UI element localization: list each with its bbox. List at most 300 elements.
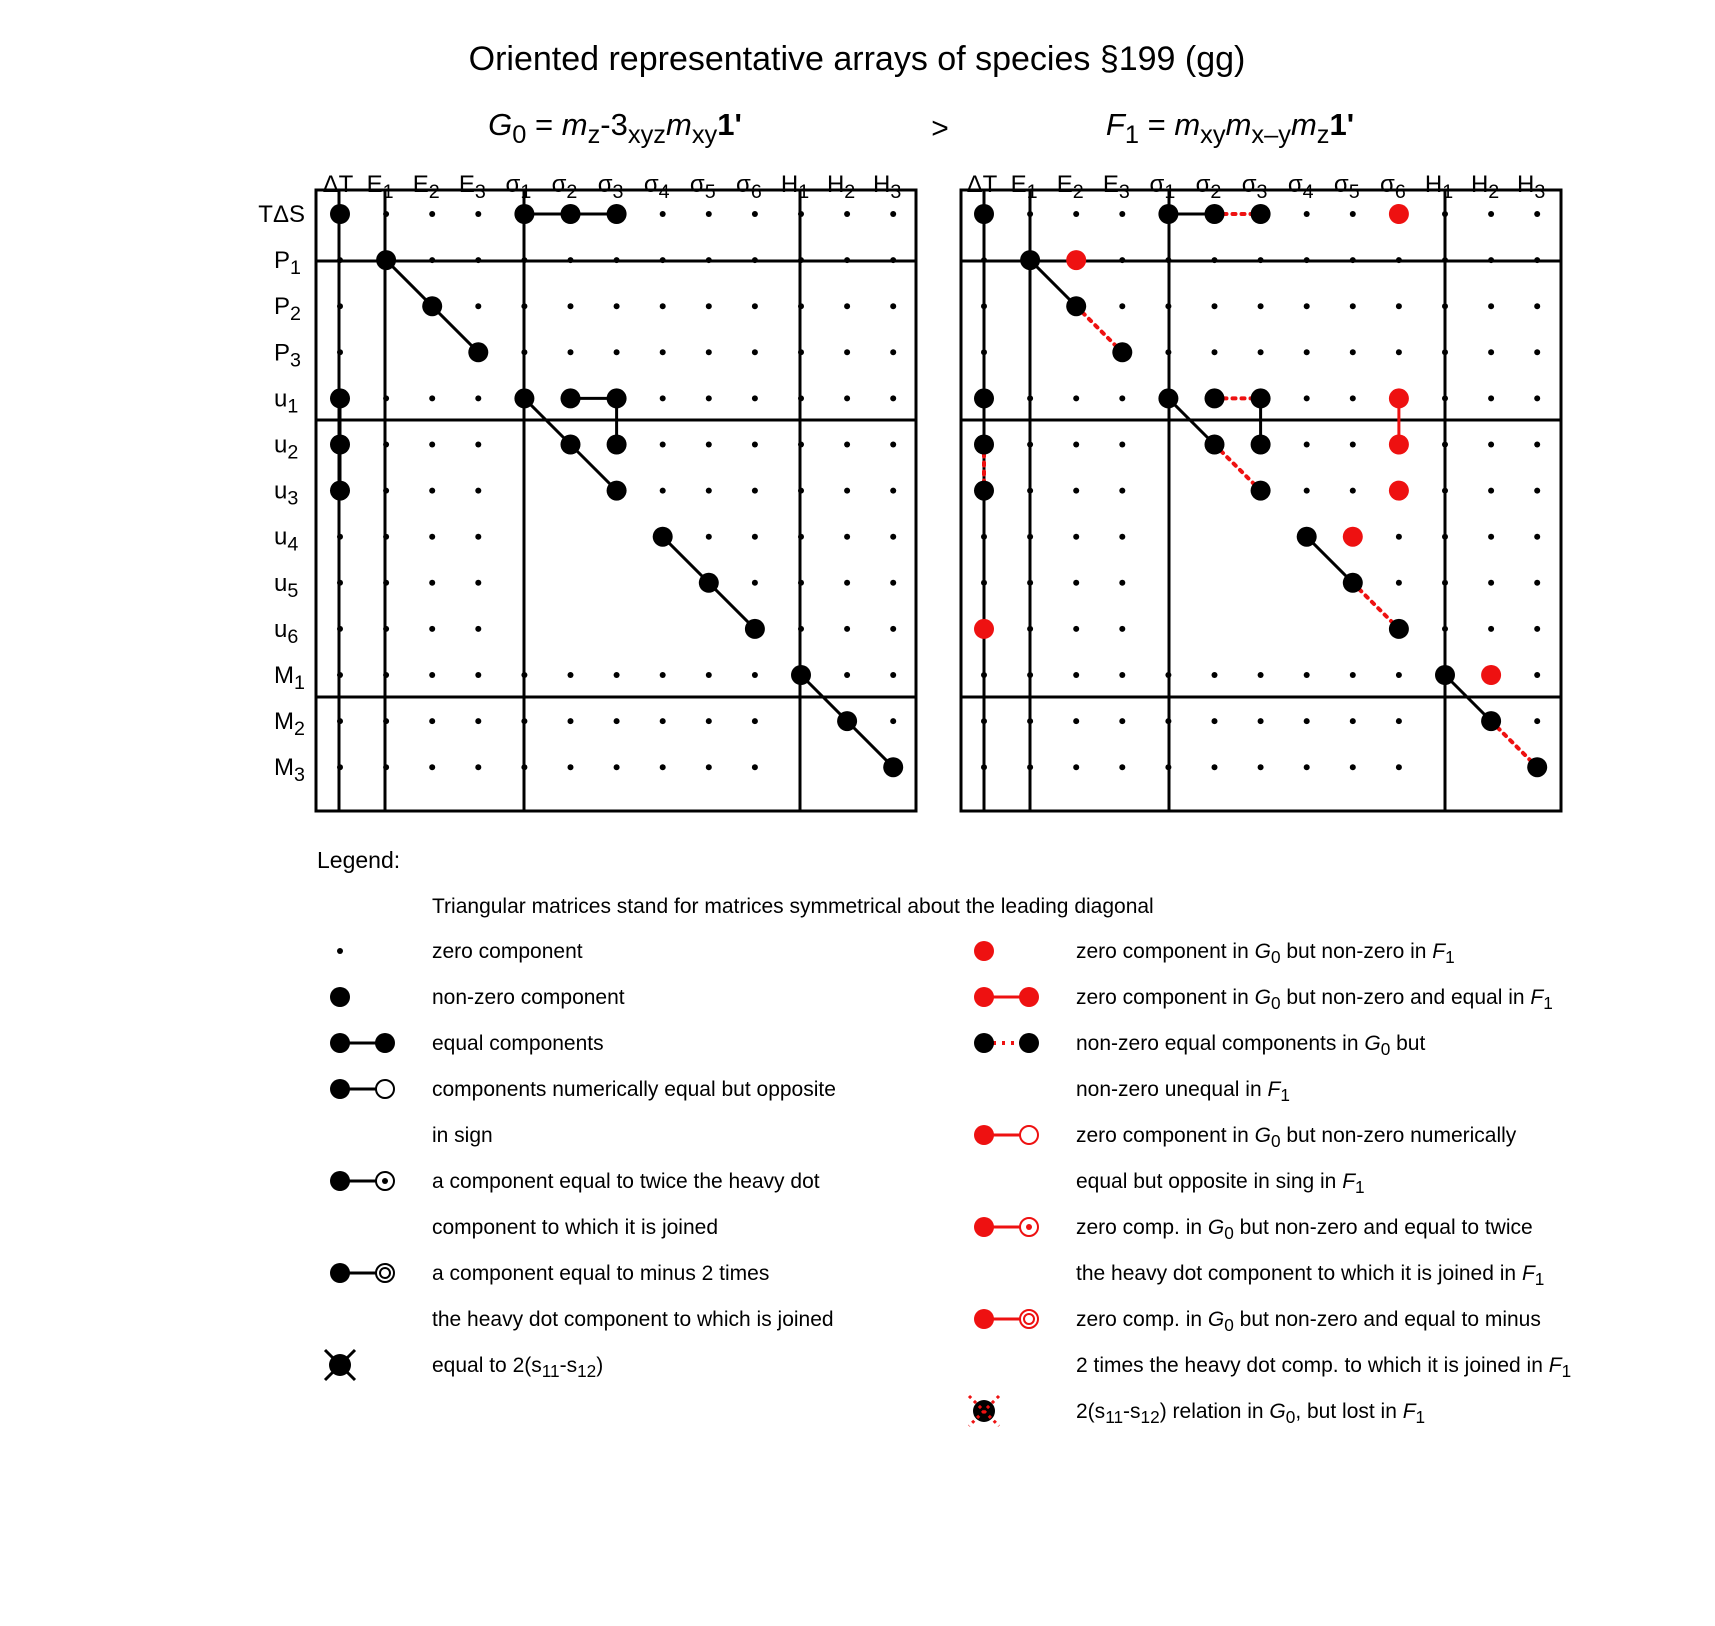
open-dot bbox=[1020, 1310, 1038, 1328]
col-header bbox=[506, 171, 532, 203]
zero-dot bbox=[1073, 488, 1079, 494]
group-formula-run: m bbox=[561, 107, 588, 142]
legend-text bbox=[1076, 940, 1455, 967]
zero-dot bbox=[1350, 442, 1356, 448]
legend-text bbox=[432, 1308, 834, 1331]
zero-dot bbox=[1442, 349, 1448, 355]
zero-dot bbox=[1534, 626, 1540, 632]
zero-dot bbox=[844, 349, 850, 355]
zero-dot bbox=[706, 395, 712, 401]
zero-dot bbox=[1396, 718, 1402, 724]
zero-dot bbox=[1304, 764, 1310, 770]
zero-dot bbox=[752, 303, 758, 309]
heavy-dot bbox=[514, 388, 534, 408]
zero-dot bbox=[844, 488, 850, 494]
legend-text-run: but non-zero numerically bbox=[1280, 1124, 1517, 1147]
legend-item bbox=[974, 1308, 1571, 1381]
zero-dot bbox=[475, 303, 481, 309]
zero-dot bbox=[337, 580, 343, 586]
zero-dot bbox=[1258, 257, 1264, 263]
group-formula-run: = bbox=[1138, 107, 1175, 142]
zero-dot bbox=[890, 718, 896, 724]
zero-dot bbox=[798, 303, 804, 309]
zero-dot bbox=[1534, 488, 1540, 494]
col-header bbox=[1334, 171, 1360, 203]
legend-text-run: 1 bbox=[1534, 1269, 1545, 1290]
row-header bbox=[274, 662, 305, 694]
zero-dot bbox=[890, 349, 896, 355]
legend-text-run: 12 bbox=[1140, 1407, 1160, 1428]
group-formula-run: x–y bbox=[1251, 120, 1291, 149]
legend-text-run: non-zero unequal in bbox=[1076, 1078, 1268, 1101]
zero-dot bbox=[981, 764, 987, 770]
col-header bbox=[1380, 171, 1406, 203]
legend-text-run: G bbox=[1207, 1216, 1225, 1239]
zero-dot bbox=[1350, 718, 1356, 724]
col-header-run: 3 bbox=[1256, 181, 1268, 203]
zero-dot bbox=[798, 395, 804, 401]
row-header bbox=[274, 478, 298, 510]
legend-text-run: in sign bbox=[432, 1124, 493, 1147]
zero-dot bbox=[1119, 395, 1125, 401]
zero-dot bbox=[890, 442, 896, 448]
zero-dot bbox=[1534, 580, 1540, 586]
zero-dot bbox=[337, 257, 343, 263]
zero-dot bbox=[890, 211, 896, 217]
heavy-dot bbox=[607, 435, 627, 455]
col-header-run: 3 bbox=[612, 181, 624, 203]
heavy-dot bbox=[1020, 250, 1040, 270]
legend-text-run: G bbox=[1254, 940, 1271, 963]
heavy-dot bbox=[1019, 1033, 1039, 1053]
zero-dot bbox=[1073, 534, 1079, 540]
zero-dot bbox=[890, 580, 896, 586]
heavy-dot bbox=[376, 250, 396, 270]
col-header-run: σ bbox=[736, 171, 751, 198]
legend-text bbox=[1076, 1308, 1541, 1335]
zero-dot bbox=[752, 488, 758, 494]
zero-dot bbox=[475, 488, 481, 494]
group-formula-run: 0 bbox=[512, 120, 527, 149]
heavy-dot bbox=[1158, 388, 1178, 408]
legend-text-run: but non-zero in bbox=[1280, 940, 1433, 963]
zero-dot bbox=[337, 764, 343, 770]
group-formula-run: xy bbox=[1200, 120, 1226, 149]
heavy-dot bbox=[607, 388, 627, 408]
zero-dot bbox=[475, 672, 481, 678]
heavy-dot bbox=[974, 1309, 994, 1329]
red-twice-link-symbol bbox=[974, 1217, 1038, 1237]
zero-dot bbox=[1442, 395, 1448, 401]
heavy-dot bbox=[561, 388, 581, 408]
zero-dot bbox=[337, 718, 343, 724]
legend-text-run: component to which it is joined bbox=[432, 1216, 718, 1239]
col-header-run: 4 bbox=[1302, 181, 1314, 203]
legend-text-run: 11 bbox=[541, 1361, 560, 1382]
col-header-run: σ bbox=[505, 171, 521, 198]
col-header-run: 1 bbox=[1026, 181, 1038, 203]
zero-dot bbox=[429, 718, 435, 724]
heavy-dot bbox=[699, 573, 719, 593]
group-formula-run: F bbox=[1105, 107, 1125, 142]
col-header-run: σ bbox=[1241, 171, 1257, 198]
zero-dot bbox=[1304, 395, 1310, 401]
zero-dot bbox=[1073, 626, 1079, 632]
zero-dot bbox=[752, 349, 758, 355]
red-dot bbox=[974, 941, 994, 961]
legend-text bbox=[1076, 1032, 1425, 1059]
zero-dot bbox=[1304, 211, 1310, 217]
red-minus-two-link-symbol bbox=[974, 1309, 1038, 1329]
legend-text-run: 0 bbox=[1224, 1223, 1234, 1244]
legend-text bbox=[1076, 986, 1553, 1013]
legend-text-run: zero component in bbox=[1076, 940, 1255, 963]
heavy-dot bbox=[330, 1033, 350, 1053]
zero-dot bbox=[981, 534, 987, 540]
heavy-dot bbox=[1205, 435, 1225, 455]
group-formula-run: 1' bbox=[1329, 107, 1355, 142]
col-header-run: 3 bbox=[474, 181, 486, 203]
legend-text-run: G bbox=[1254, 1124, 1271, 1147]
center-dot bbox=[382, 1178, 388, 1184]
heavy-dot bbox=[330, 1171, 350, 1191]
zero-dot bbox=[383, 580, 389, 586]
zero-dot bbox=[660, 349, 666, 355]
col-header-run: E bbox=[1056, 171, 1073, 198]
zero-dot bbox=[798, 257, 804, 263]
zero-dot bbox=[1027, 488, 1033, 494]
zero-dot bbox=[429, 442, 435, 448]
zero-dot bbox=[1304, 672, 1310, 678]
heavy-dot bbox=[468, 342, 488, 362]
row-header-run: u bbox=[274, 431, 288, 459]
legend-item bbox=[974, 1216, 1544, 1289]
legend-text bbox=[432, 1354, 603, 1381]
col-header bbox=[1011, 171, 1038, 203]
heavy-dot bbox=[1251, 481, 1271, 501]
heavy-dot bbox=[791, 665, 811, 685]
row-header bbox=[274, 570, 298, 602]
zero-dot bbox=[798, 349, 804, 355]
col-header-run: H bbox=[780, 171, 799, 198]
zero-dot bbox=[1534, 395, 1540, 401]
legend-text bbox=[432, 1262, 769, 1285]
zero-dot bbox=[1073, 764, 1079, 770]
zero-dot bbox=[521, 257, 527, 263]
zero-dot bbox=[475, 395, 481, 401]
col-header-run: σ bbox=[1380, 171, 1395, 198]
col-header-run: 3 bbox=[890, 181, 902, 203]
col-header-run: 2 bbox=[428, 181, 440, 203]
group-formula-run: m bbox=[665, 107, 692, 142]
col-header bbox=[367, 171, 394, 203]
group-formula-run: xyz bbox=[627, 120, 666, 149]
legend-text bbox=[1076, 1354, 1571, 1381]
group-formula-run: = bbox=[526, 107, 562, 142]
row-header-run: M bbox=[274, 754, 294, 782]
zero-dot bbox=[798, 488, 804, 494]
row-header bbox=[274, 293, 301, 325]
zero-dot bbox=[1534, 718, 1540, 724]
legend-text-run: G bbox=[1207, 1308, 1225, 1331]
zero-dot bbox=[844, 395, 850, 401]
col-header-run: σ bbox=[1333, 171, 1349, 198]
zero-dot bbox=[383, 211, 389, 217]
zero-dot bbox=[798, 580, 804, 586]
zero-dot bbox=[1534, 257, 1540, 263]
legend-text-run: F bbox=[1521, 1262, 1535, 1285]
legend-item bbox=[325, 1350, 603, 1381]
legend-text bbox=[432, 986, 625, 1009]
legend-text-run: 1 bbox=[1445, 947, 1455, 968]
zero-dot bbox=[337, 349, 343, 355]
col-header-run: 1 bbox=[798, 181, 810, 203]
legend-text-run: 1 bbox=[1543, 993, 1553, 1014]
zero-dot bbox=[475, 718, 481, 724]
zero-dot bbox=[568, 349, 574, 355]
legend-text-run: a component equal to minus 2 times bbox=[432, 1262, 770, 1285]
zero-dot bbox=[844, 257, 850, 263]
heavy-dot bbox=[330, 388, 350, 408]
col-header-run: 6 bbox=[750, 181, 762, 203]
zero-dot bbox=[706, 303, 712, 309]
col-header-run: H bbox=[873, 171, 891, 198]
legend-text-run: 0 bbox=[1270, 947, 1281, 968]
zero-dot bbox=[337, 626, 343, 632]
col-header-run: H bbox=[1470, 171, 1489, 198]
heavy-dot bbox=[837, 711, 857, 731]
zero-dot bbox=[1027, 211, 1033, 217]
zero-dot bbox=[1488, 349, 1494, 355]
zero-dot bbox=[1442, 534, 1448, 540]
legend-item bbox=[330, 1262, 834, 1331]
heavy-dot bbox=[330, 204, 350, 224]
legend-item bbox=[330, 1032, 604, 1055]
zero-dot bbox=[1488, 303, 1494, 309]
col-header-run: E bbox=[412, 171, 429, 198]
legend-text-run: the heavy dot component to which is joined bbox=[432, 1308, 834, 1331]
legend-text-run: but bbox=[1390, 1032, 1426, 1055]
heavy-dot bbox=[974, 987, 994, 1007]
heavy-dot bbox=[1343, 573, 1363, 593]
zero-dot bbox=[890, 626, 896, 632]
red-dot bbox=[1389, 388, 1409, 408]
row-header-run: M bbox=[274, 708, 294, 736]
heavy-dot bbox=[561, 435, 581, 455]
zero-dot bbox=[383, 672, 389, 678]
legend-text-run: equal but opposite in sing in bbox=[1076, 1170, 1343, 1193]
zero-dot bbox=[1119, 718, 1125, 724]
heavy-dot bbox=[745, 619, 765, 639]
zero-dot bbox=[429, 580, 435, 586]
heavy-dot bbox=[607, 481, 627, 501]
group-formula-run: m bbox=[1290, 107, 1317, 142]
legend-text-run: equal components bbox=[432, 1032, 604, 1055]
zero-dot bbox=[383, 626, 389, 632]
opposite-link-symbol bbox=[330, 1079, 394, 1099]
heavy-dot bbox=[330, 1079, 350, 1099]
red-opposite-link-symbol bbox=[974, 1125, 1038, 1145]
row-header-run: 3 bbox=[287, 487, 299, 510]
legend-text-run: 1 bbox=[1280, 1085, 1290, 1106]
legend-item bbox=[974, 1032, 1425, 1105]
zero-dot bbox=[614, 764, 620, 770]
col-header-run: 2 bbox=[566, 181, 578, 203]
zero-dot bbox=[1165, 257, 1171, 263]
zero-dot bbox=[1165, 303, 1171, 309]
legend-text-run: F bbox=[1432, 940, 1446, 963]
legend-text bbox=[1076, 1262, 1544, 1289]
legend-text-run: non-zero component bbox=[432, 986, 625, 1009]
col-header-run: 1 bbox=[1442, 181, 1454, 203]
zero-dot bbox=[1534, 442, 1540, 448]
zero-dot bbox=[1304, 257, 1310, 263]
zero-dot bbox=[1119, 764, 1125, 770]
zero-dot bbox=[1442, 257, 1448, 263]
red-dot bbox=[1389, 435, 1409, 455]
zero-dot bbox=[1073, 672, 1079, 678]
zero-dot bbox=[1119, 672, 1125, 678]
zero-dot bbox=[521, 672, 527, 678]
heavy-dot bbox=[1481, 711, 1501, 731]
legend-text bbox=[1076, 1078, 1290, 1105]
row-header bbox=[274, 247, 301, 279]
zero-dot bbox=[1442, 626, 1448, 632]
zero-dot bbox=[1442, 442, 1448, 448]
zero-dot bbox=[1212, 718, 1218, 724]
col-header-run: ΔT bbox=[966, 171, 998, 198]
zero-dot bbox=[614, 257, 620, 263]
col-header-run: E bbox=[366, 171, 383, 198]
zero-dot bbox=[1304, 442, 1310, 448]
row-header-run: u bbox=[274, 477, 288, 505]
legend-text-run: components numerically equal but opposite bbox=[432, 1078, 836, 1101]
row-header-run: TΔS bbox=[258, 201, 305, 228]
zero-dot bbox=[1073, 395, 1079, 401]
col-header-run: 3 bbox=[1118, 181, 1130, 203]
zero-dot bbox=[981, 349, 987, 355]
legend-text-run: G bbox=[1269, 1400, 1286, 1423]
zero-dot bbox=[844, 626, 850, 632]
heavy-dot bbox=[974, 1125, 994, 1145]
zero-dot bbox=[1350, 672, 1356, 678]
row-header bbox=[258, 201, 305, 228]
legend-text-run: 0 bbox=[1285, 1407, 1296, 1428]
heavy-dot bbox=[974, 388, 994, 408]
legend-text-run: ) bbox=[596, 1354, 604, 1377]
zero-dot bbox=[890, 672, 896, 678]
zero-dot bbox=[1073, 442, 1079, 448]
row-header bbox=[274, 339, 301, 371]
row-header-run: u bbox=[274, 569, 288, 597]
heavy-dot bbox=[514, 204, 534, 224]
col-header-run: 4 bbox=[658, 181, 670, 203]
zero-dot bbox=[475, 257, 481, 263]
legend-text-run: a component equal to twice the heavy dot bbox=[432, 1170, 820, 1193]
row-header-run: u bbox=[274, 523, 288, 551]
col-header-run: ΔT bbox=[322, 171, 354, 198]
row-header-run: M bbox=[274, 662, 294, 689]
heavy-dot bbox=[974, 1033, 994, 1053]
col-header bbox=[1242, 171, 1268, 203]
col-header bbox=[690, 171, 716, 203]
heavy-dot bbox=[1435, 665, 1455, 685]
zero-dot bbox=[1534, 672, 1540, 678]
zero-dot bbox=[1350, 349, 1356, 355]
heavy-dot bbox=[974, 481, 994, 501]
legend-text-run: 1 bbox=[1355, 1177, 1365, 1198]
legend-text-run: 2 times the heavy dot comp. to which it is joined in bbox=[1076, 1354, 1549, 1377]
zero-dot bbox=[660, 442, 666, 448]
zero-dot bbox=[1258, 349, 1264, 355]
row-header-run: u bbox=[274, 385, 288, 413]
col-header bbox=[413, 171, 440, 203]
zero-dot bbox=[521, 349, 527, 355]
legend-text-run: -s bbox=[559, 1354, 578, 1377]
zero-dot bbox=[1396, 580, 1402, 586]
zero-dot bbox=[1304, 488, 1310, 494]
zero-dot bbox=[1258, 672, 1264, 678]
zero-dot bbox=[706, 534, 712, 540]
col-header bbox=[1150, 171, 1176, 203]
zero-dot bbox=[1396, 349, 1402, 355]
heavy-dot bbox=[330, 987, 350, 1007]
col-header bbox=[1471, 171, 1499, 203]
zero-dot bbox=[890, 534, 896, 540]
zero-dot bbox=[1350, 764, 1356, 770]
heavy-dot bbox=[422, 296, 442, 316]
col-header-run: σ bbox=[1195, 171, 1211, 198]
heavy-dot bbox=[1251, 388, 1271, 408]
legend-text-run: F bbox=[1342, 1170, 1356, 1193]
col-header-run: σ bbox=[643, 171, 659, 198]
heavy-dot bbox=[1112, 342, 1132, 362]
legend-item bbox=[330, 1170, 820, 1239]
row-header bbox=[274, 754, 305, 786]
heavy-dot bbox=[1205, 204, 1225, 224]
zero-dot bbox=[337, 672, 343, 678]
col-header bbox=[552, 171, 578, 203]
heavy-dot bbox=[375, 1033, 395, 1053]
zero-dot bbox=[568, 303, 574, 309]
zero-dot bbox=[844, 211, 850, 217]
zero-dot bbox=[706, 257, 712, 263]
zero-dot bbox=[1396, 303, 1402, 309]
zero-dot bbox=[429, 626, 435, 632]
zero-dot bbox=[844, 303, 850, 309]
legend-text-run: F bbox=[1530, 986, 1544, 1009]
group-formula-run: z bbox=[1316, 120, 1330, 149]
zero-dot bbox=[1350, 488, 1356, 494]
zero-dot bbox=[1396, 534, 1402, 540]
group-formula-run: xy bbox=[691, 120, 718, 149]
zero-dot bbox=[660, 718, 666, 724]
row-header-run: 5 bbox=[287, 579, 299, 602]
legend-text-run: G bbox=[1254, 986, 1271, 1009]
zero-dot bbox=[383, 764, 389, 770]
heavy-dot bbox=[974, 435, 994, 455]
zero-dot bbox=[568, 257, 574, 263]
zero-dot bbox=[1212, 349, 1218, 355]
zero-dot bbox=[844, 672, 850, 678]
zero-dot bbox=[798, 442, 804, 448]
zero-dot bbox=[1119, 534, 1125, 540]
zero-dot bbox=[1396, 764, 1402, 770]
zero-dot bbox=[1027, 626, 1033, 632]
zero-dot bbox=[429, 211, 435, 217]
legend-text-run: 1 bbox=[1415, 1407, 1426, 1428]
zero-dot bbox=[429, 534, 435, 540]
